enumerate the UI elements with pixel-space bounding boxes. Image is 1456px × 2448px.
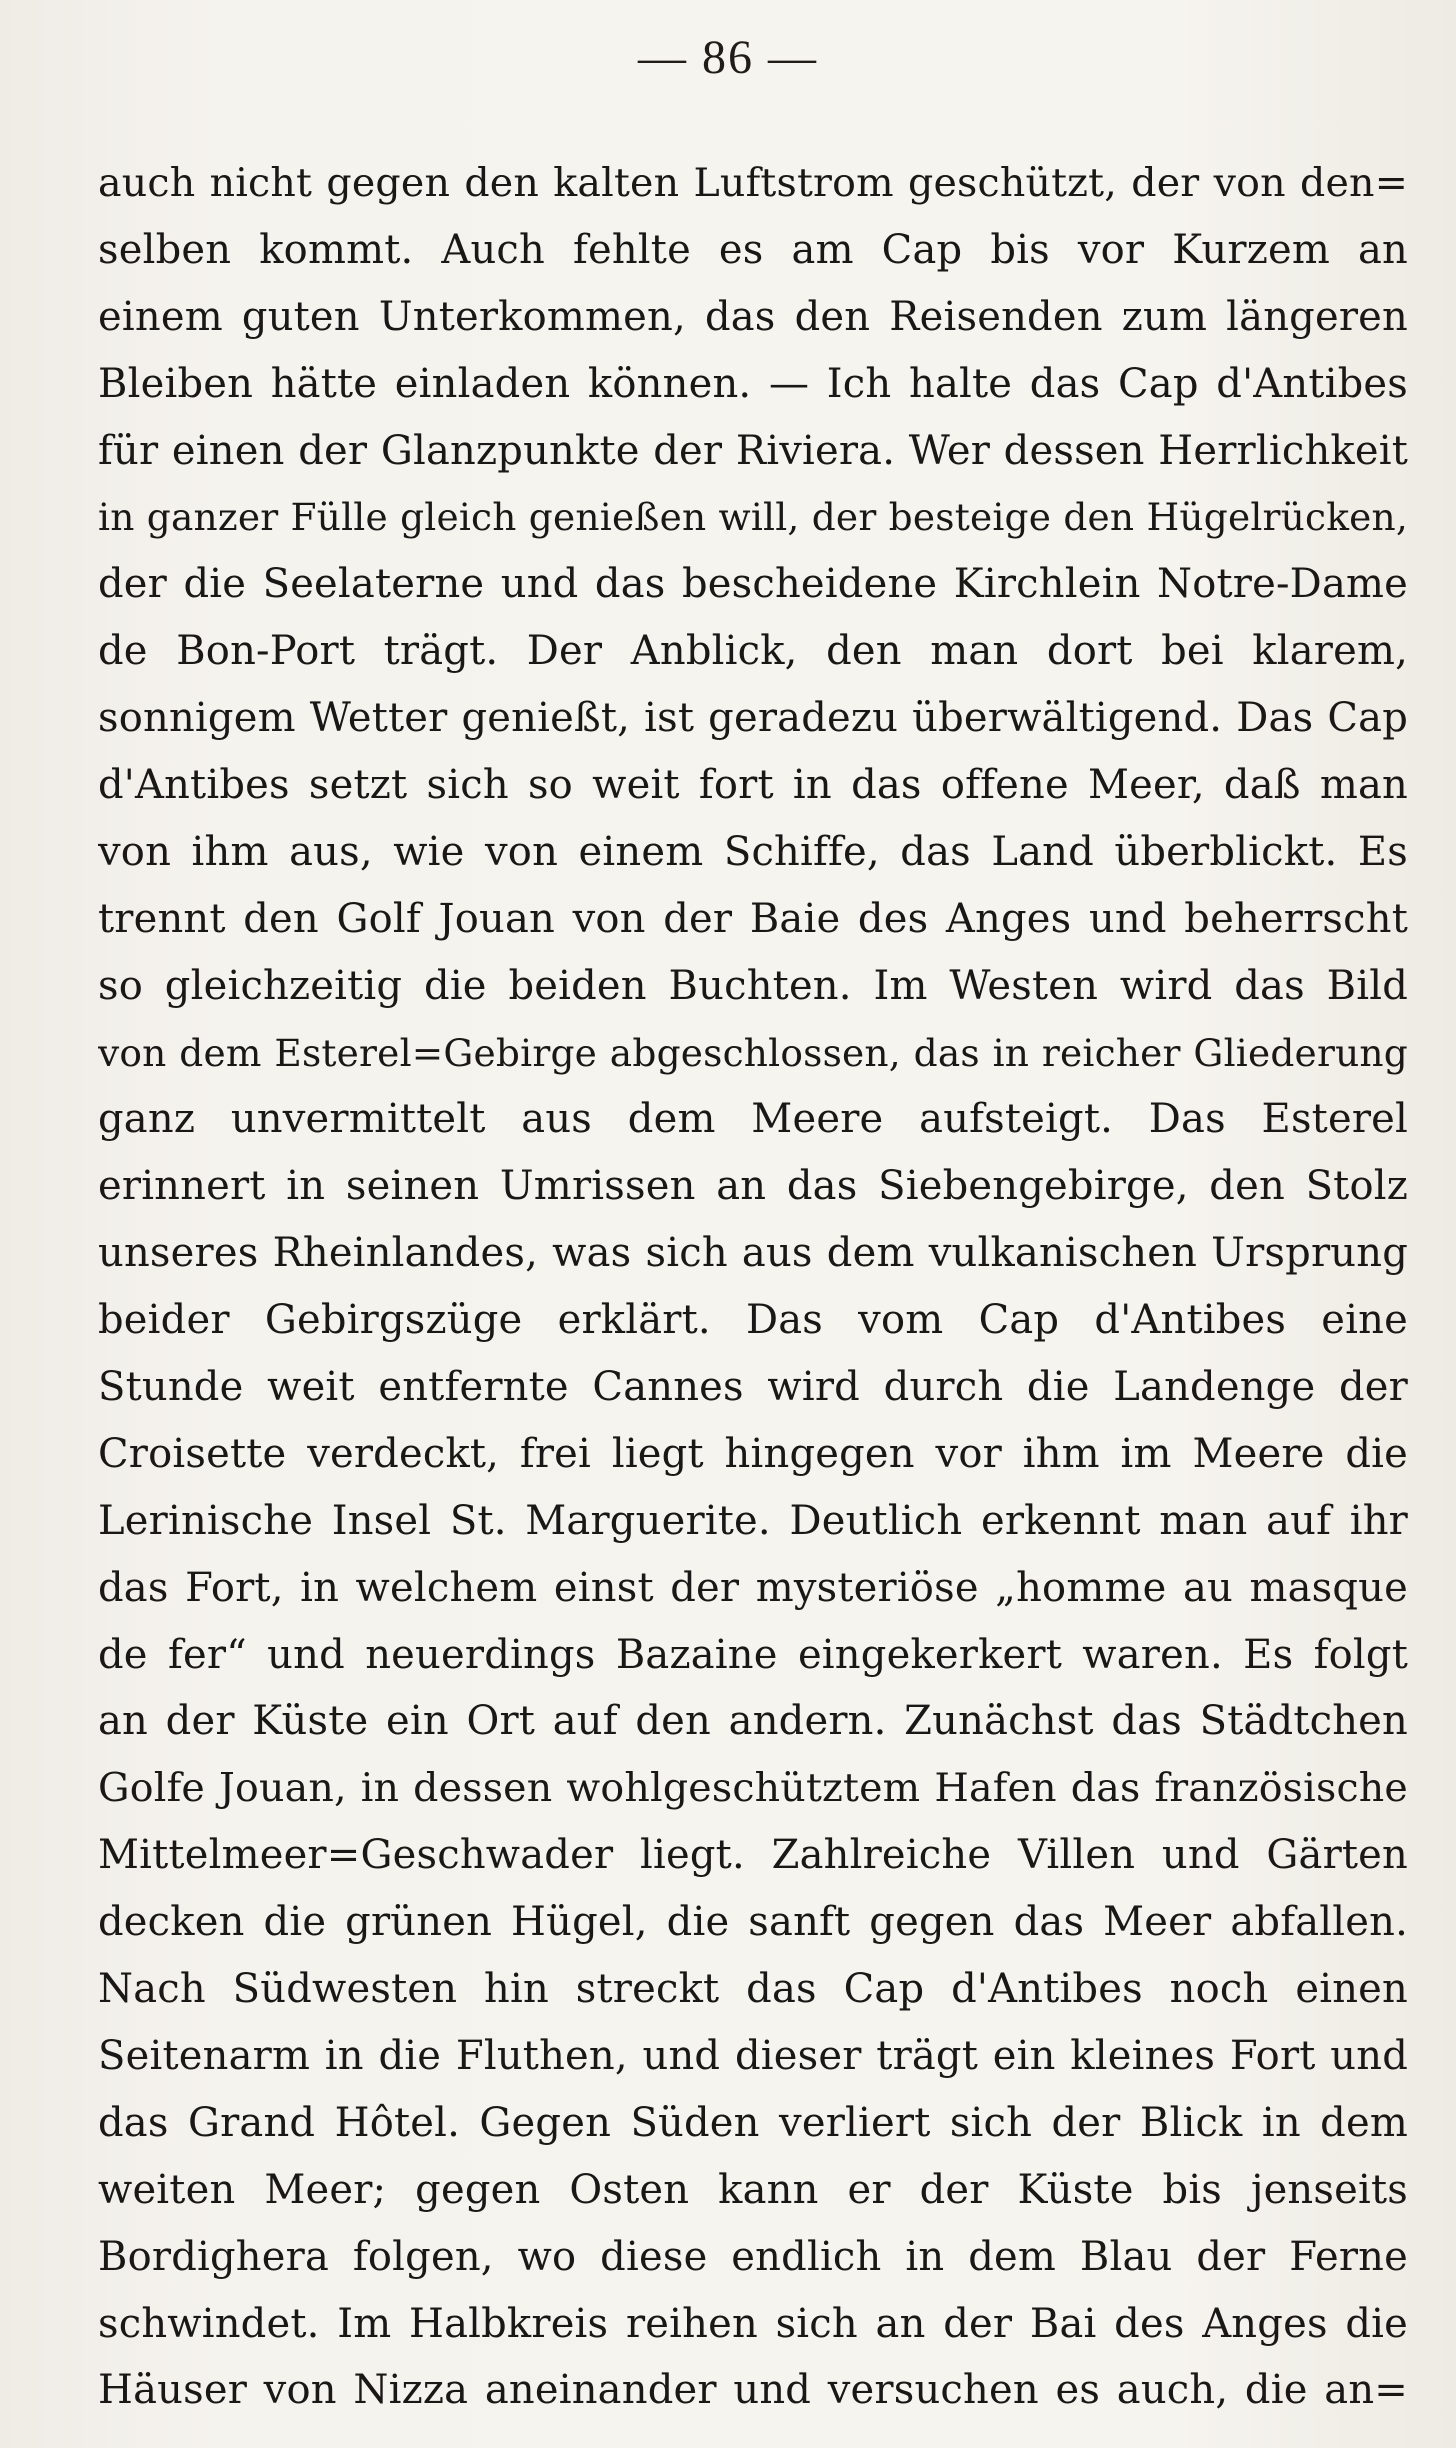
body-text (98, 150, 1408, 2424)
text-line-5: für einen der Glanzpunkte der Riviera. Wer dessen Herrlichkeit (98, 427, 1408, 474)
text-line-1: auch nicht gegen den kalten Luftstrom geschützt, der von den= (98, 160, 1408, 206)
text-line-33: schwindet. Im Halbkreis reihen sich an der Bai des Anges die (98, 2300, 1408, 2347)
text-line-15: ganz unvermittelt aus dem Meere aufsteigt. Das Esterel (98, 1096, 1408, 1143)
text-line-14: von dem Esterel=Gebirge abgeschlossen, das in reicher Gliederung (98, 1030, 1408, 1075)
text-line-11: von ihm aus, wie von einem Schiffe, das Land überblickt. Es (98, 828, 1408, 875)
text-line-18: beider Gebirgszüge erklärt. Das vom Cap d'Antibes eine (98, 1297, 1408, 1344)
text-line-20: Croisette verdeckt, frei liegt hingegen vor ihm im Meere die (98, 1430, 1408, 1477)
text-line-28: Nach Südwesten hin streckt das Cap d'Antibes noch einen (98, 1966, 1408, 2013)
text-line-12: trennt den Golf Jouan von der Baie des Anges und beherrscht (98, 895, 1408, 942)
text-line-21: Lerinische Insel St. Marguerite. Deutlich erkennt man auf ihr (98, 1497, 1408, 1544)
text-line-7: der die Seelaterne und das bescheidene Kirchlein Notre-Dame (98, 561, 1408, 608)
text-line-4: Bleiben hätte einladen können. — Ich halte das Cap d'Antibes (98, 360, 1408, 407)
text-line-2: selben kommt. Auch fehlte es am Cap bis vor Kurzem an (98, 226, 1408, 273)
page-number: — 86 — (638, 31, 818, 84)
text-line-31: weiten Meer; gegen Osten kann er der Küste bis jenseits (98, 2166, 1408, 2213)
text-line-22: das Fort, in welchem einst der mysteriöse „homme au masque (98, 1564, 1408, 1611)
text-line-29: Seitenarm in die Fluthen, und dieser trägt ein kleines Fort und (98, 2032, 1408, 2079)
text-line-3: einem guten Unterkommen, das den Reisenden zum längeren (98, 293, 1408, 340)
text-line-34: Häuser von Nizza aneinander und versuchen es auch, die an= (98, 2367, 1408, 2414)
text-line-6: in ganzer Fülle gleich genießen will, der besteige den Hügelrücken, (98, 495, 1408, 540)
text-line-30: das Grand Hôtel. Gegen Süden verliert sich der Blick in dem (98, 2099, 1408, 2146)
text-line-16: erinnert in seinen Umrissen an das Siebengebirge, den Stolz (98, 1163, 1408, 1210)
text-line-10: d'Antibes setzt sich so weit fort in das offene Meer, daß man (98, 762, 1408, 809)
text-line-32: Bordighera folgen, wo diese endlich in dem Blau der Ferne (98, 2233, 1408, 2280)
text-line-25: Golfe Jouan, in dessen wohlgeschütztem Hafen das französische (98, 1765, 1408, 1812)
text-line-8: de Bon-Port trägt. Der Anblick, den man dort bei klarem, (98, 628, 1408, 675)
text-line-26: Mittelmeer=Geschwader liegt. Zahlreiche Villen und Gärten (98, 1832, 1408, 1879)
text-line-23: de fer“ und neuerdings Bazaine eingekerkert waren. Es folgt (98, 1631, 1408, 1678)
text-line-17: unseres Rheinlandes, was sich aus dem vulkanischen Ursprung (98, 1230, 1408, 1277)
text-line-27: decken die grünen Hügel, die sanft gegen das Meer abfallen. (98, 1899, 1408, 1946)
text-line-19: Stunde weit entfernte Cannes wird durch die Landenge der (98, 1364, 1408, 1411)
text-line-13: so gleichzeitig die beiden Buchten. Im Westen wird das Bild (98, 962, 1408, 1009)
text-line-9: sonnigem Wetter genießt, ist geradezu überwältigend. Das Cap (98, 695, 1408, 742)
text-line-24: an der Küste ein Ort auf den andern. Zunächst das Städtchen (98, 1698, 1408, 1745)
